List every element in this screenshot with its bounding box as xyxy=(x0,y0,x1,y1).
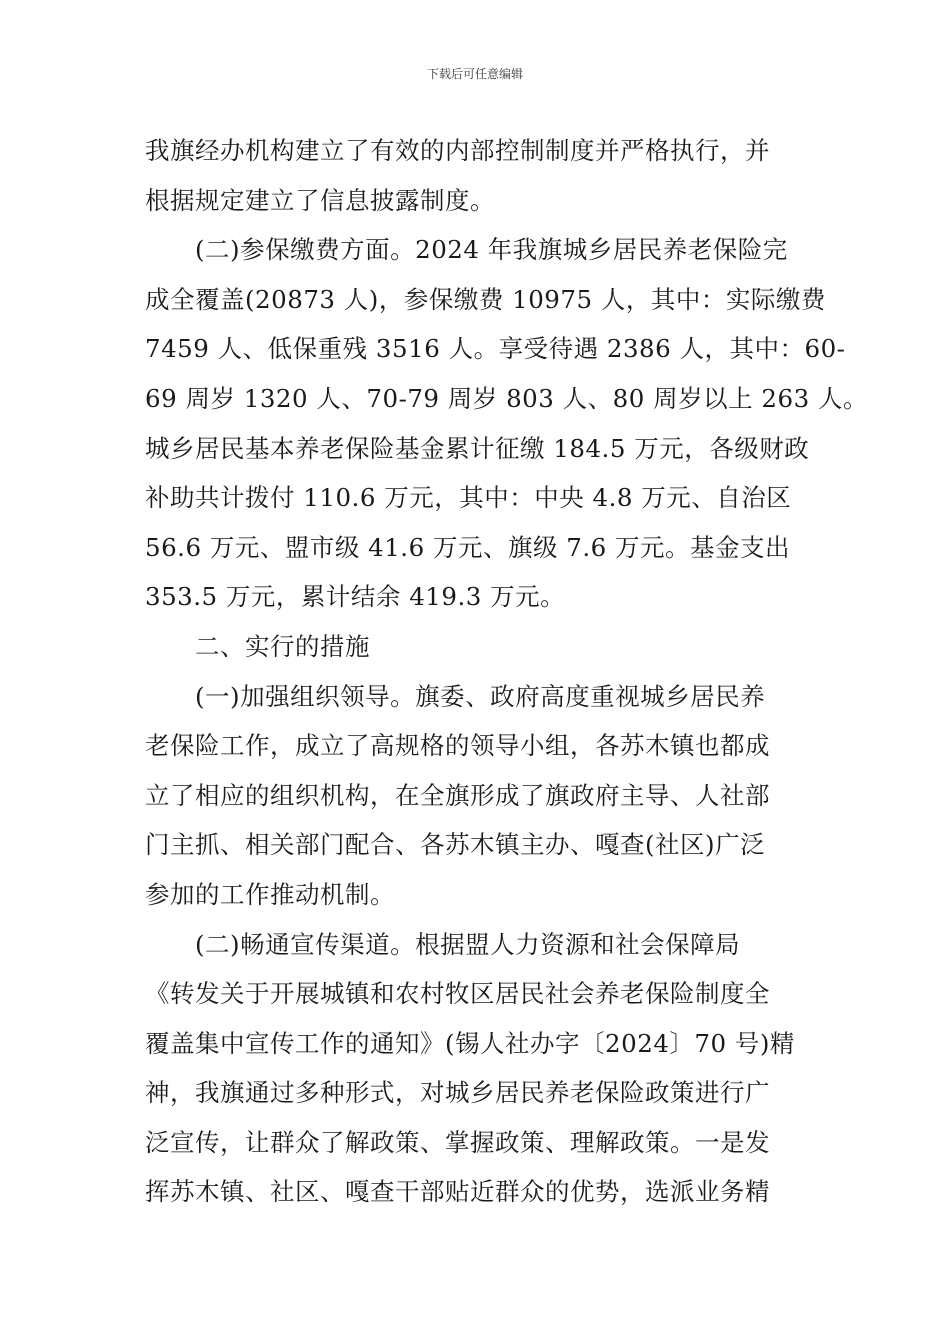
text-line: 7459 人、低保重残 3516 人。享受待遇 2386 人，其中：60- xyxy=(145,334,846,364)
text-line: 神，我旗通过多种形式，对城乡居民养老保险政策进行广 xyxy=(145,1078,770,1108)
text-line: 56.6 万元、盟市级 41.6 万元、旗级 7.6 万元。基金支出 xyxy=(145,532,791,562)
document-body xyxy=(145,126,868,1217)
text-line: 立了相应的组织机构，在全旗形成了旗政府主导、人社部 xyxy=(145,780,770,810)
text-line: 69 周岁 1320 人、70-79 周岁 803 人、80 周岁以上 263 人。 xyxy=(145,383,868,413)
paragraph-start-line: (一)加强组织领导。旗委、政府高度重视城乡居民养 xyxy=(195,681,766,711)
text-line: 353.5 万元，累计结余 419.3 万元。 xyxy=(145,582,566,612)
section-heading: 二、实行的措施 xyxy=(195,631,370,661)
text-line: 城乡居民基本养老保险基金累计征缴 184.5 万元，各级财政 xyxy=(145,433,810,463)
text-line: 根据规定建立了信息披露制度。 xyxy=(145,185,495,215)
text-line: 门主抓、相关部门配合、各苏木镇主办、嘎查(社区)广泛 xyxy=(145,830,766,860)
text-line: 成全覆盖(20873 人)，参保缴费 10975 人，其中：实际缴费 xyxy=(145,284,826,314)
text-line: 老保险工作，成立了高规格的领导小组，各苏木镇也都成 xyxy=(145,731,770,761)
text-line: 我旗经办机构建立了有效的内部控制制度并严格执行，并 xyxy=(145,136,770,165)
page-header: 下载后可任意编辑 xyxy=(426,67,523,81)
text-line: 挥苏木镇、社区、嘎查干部贴近群众的优势，选派业务精 xyxy=(145,1177,770,1207)
text-line: 参加的工作推动机制。 xyxy=(145,879,395,909)
paragraph-start-line: (二)畅通宣传渠道。根据盟人力资源和社会保障局 xyxy=(195,929,741,959)
paragraph-start-line: (二)参保缴费方面。2024 年我旗城乡居民养老保险完 xyxy=(195,235,788,265)
text-line: 《转发关于开展城镇和农村牧区居民社会养老保险制度全 xyxy=(145,979,770,1009)
text-line: 泛宣传，让群众了解政策、掌握政策、理解政策。一是发 xyxy=(145,1127,770,1157)
text-line: 覆盖集中宣传工作的通知》(锡人社办字〔2024〕70 号)精 xyxy=(145,1028,795,1058)
text-line: 补助共计拨付 110.6 万元，其中：中央 4.8 万元、自治区 xyxy=(145,483,792,513)
